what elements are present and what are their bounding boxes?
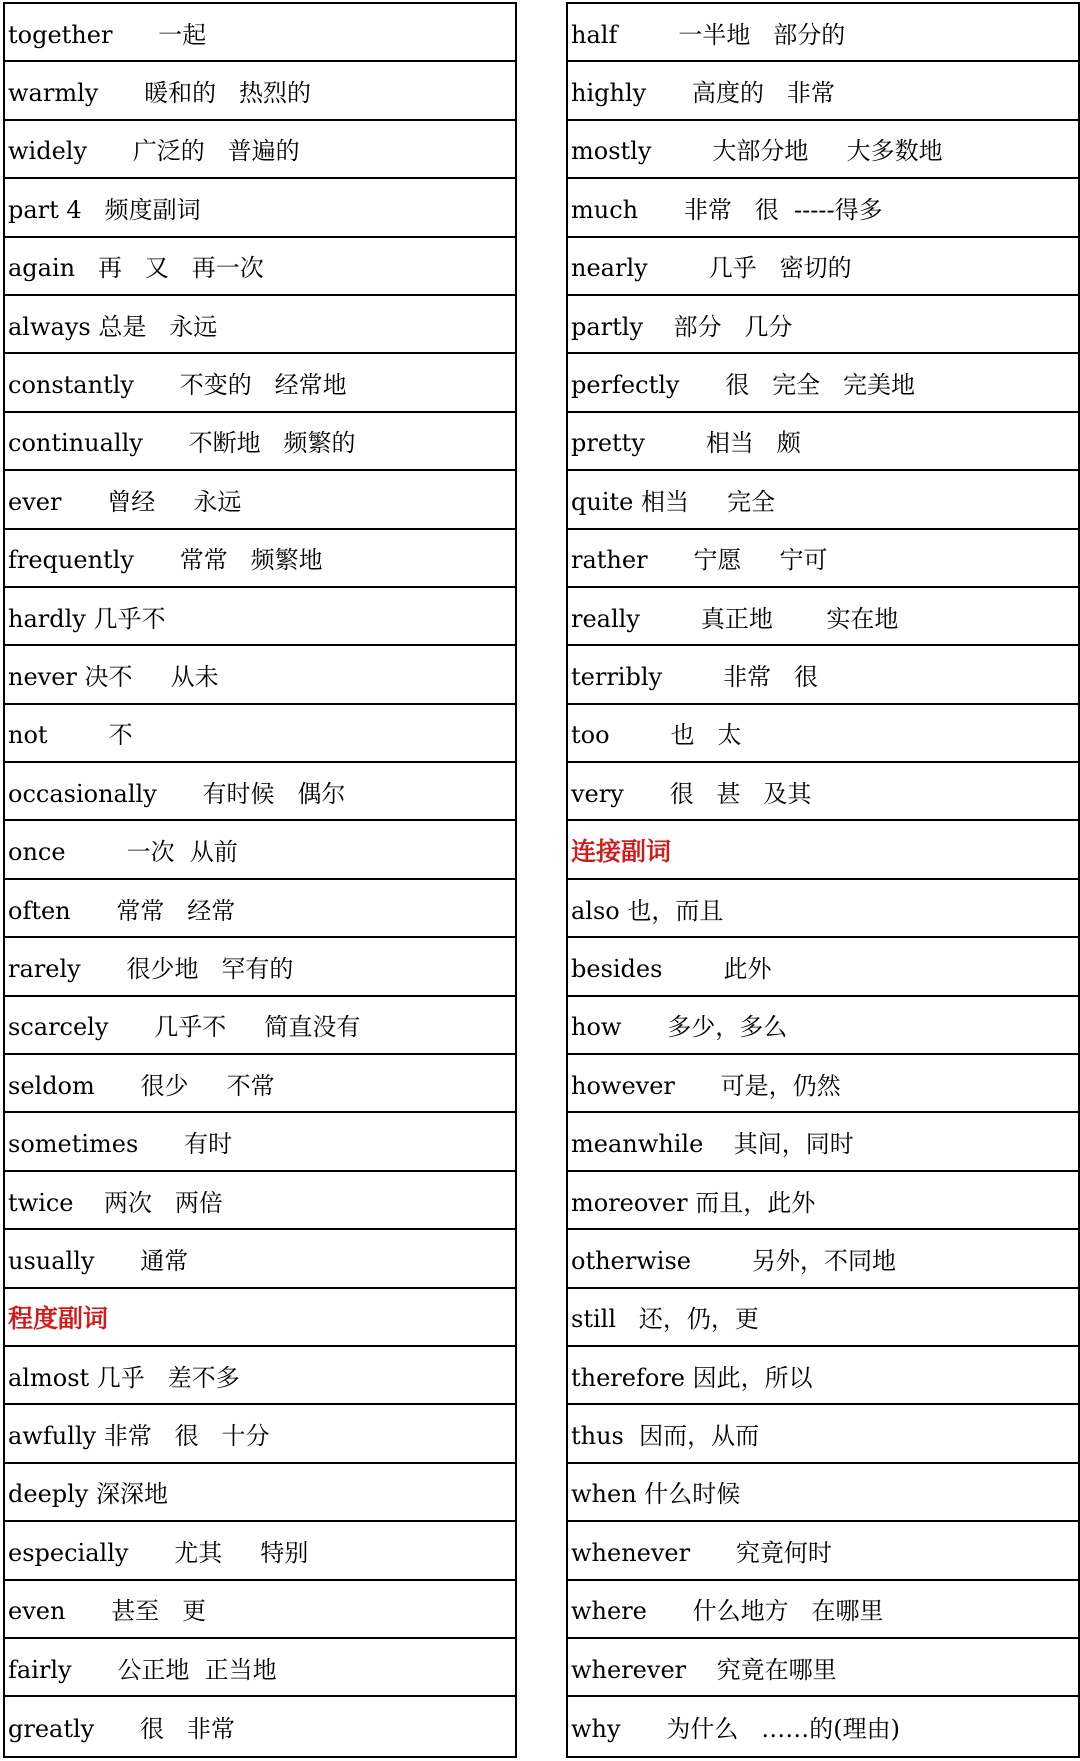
vocabulary-row: ever 曾经 永远 [5, 471, 515, 529]
vocabulary-row: continually 不断地 频繁的 [5, 413, 515, 471]
vocabulary-row: warmly 暖和的 热烈的 [5, 62, 515, 120]
vocabulary-row: widely 广泛的 普遍的 [5, 121, 515, 179]
vocabulary-row: pretty 相当 颇 [568, 413, 1078, 471]
vocabulary-row: besides 此外 [568, 938, 1078, 996]
vocabulary-row: twice 两次 两倍 [5, 1172, 515, 1230]
vocabulary-row: scarcely 几乎不 简直没有 [5, 997, 515, 1055]
vocabulary-row: greatly 很 非常 [8, 1715, 235, 1744]
vocabulary-row: rarely 很少地 罕有的 [5, 938, 515, 996]
vocabulary-row: whenever 究竟何时 [568, 1522, 1078, 1580]
left-vocabulary-table [3, 2, 517, 1758]
vocabulary-row: when 什么时候 [568, 1464, 1078, 1522]
vocabulary-row: awfully 非常 很 十分 [5, 1405, 515, 1463]
vocabulary-row: much 非常 很 -----得多 [568, 179, 1078, 237]
vocabulary-row: perfectly 很 完全 完美地 [568, 354, 1078, 412]
vocabulary-row: again 再 又 再一次 [5, 238, 515, 296]
vocabulary-row: meanwhile 其间，同时 [568, 1113, 1078, 1171]
vocabulary-row: quite 相当 完全 [568, 471, 1078, 529]
vocabulary-row: always 总是 永远 [5, 296, 515, 354]
section-heading: 程度副词 [5, 1289, 515, 1347]
vocabulary-row: together 一起 [5, 4, 515, 62]
vocabulary-row: also 也，而且 [568, 880, 1078, 938]
vocabulary-row: sometimes 有时 [5, 1113, 515, 1171]
vocabulary-row: part 4 频度副词 [5, 179, 515, 237]
vocabulary-row: never 决不 从未 [5, 646, 515, 704]
vocabulary-row: still 还，仍，更 [568, 1289, 1078, 1347]
vocabulary-row: therefore 因此，所以 [568, 1347, 1078, 1405]
vocabulary-row: nearly 几乎 密切的 [568, 238, 1078, 296]
vocabulary-row: often 常常 经常 [5, 880, 515, 938]
vocabulary-row: otherwise 另外，不同地 [568, 1230, 1078, 1288]
vocabulary-row: occasionally 有时候 偶尔 [5, 763, 515, 821]
vocabulary-row: usually 通常 [5, 1230, 515, 1288]
vocabulary-row: fairly 公正地 正当地 [5, 1639, 515, 1697]
vocabulary-row: not 不 [5, 705, 515, 763]
vocabulary-row: deeply 深深地 [5, 1464, 515, 1522]
vocabulary-row: constantly 不变的 经常地 [5, 354, 515, 412]
right-vocabulary-table [566, 2, 1080, 1758]
vocabulary-row: half 一半地 部分的 [568, 4, 1078, 62]
section-heading: 连接副词 [568, 821, 1078, 879]
vocabulary-row: how 多少，多么 [568, 997, 1078, 1055]
vocabulary-row: even 甚至 更 [5, 1581, 515, 1639]
vocabulary-row: terribly 非常 很 [568, 646, 1078, 704]
vocabulary-row: rather 宁愿 宁可 [568, 530, 1078, 588]
vocabulary-row: mostly 大部分地 大多数地 [568, 121, 1078, 179]
vocabulary-row: where 什么地方 在哪里 [568, 1581, 1078, 1639]
vocabulary-row: partly 部分 几分 [568, 296, 1078, 354]
vocabulary-row: really 真正地 实在地 [568, 588, 1078, 646]
vocabulary-row: almost 几乎 差不多 [5, 1347, 515, 1405]
vocabulary-row: why 为什么 ……的(理由) [571, 1715, 900, 1744]
vocabulary-row: once 一次 从前 [5, 821, 515, 879]
vocabulary-row: thus 因而，从而 [568, 1405, 1078, 1463]
vocabulary-row: however 可是，仍然 [568, 1055, 1078, 1113]
vocabulary-row: frequently 常常 频繁地 [5, 530, 515, 588]
vocabulary-row: too 也 太 [568, 705, 1078, 763]
vocabulary-row: moreover 而且，此外 [568, 1172, 1078, 1230]
vocabulary-row: seldom 很少 不常 [5, 1055, 515, 1113]
vocabulary-row: especially 尤其 特别 [5, 1522, 515, 1580]
vocabulary-row: highly 高度的 非常 [568, 62, 1078, 120]
vocabulary-row: very 很 甚 及其 [568, 763, 1078, 821]
vocabulary-row: hardly 几乎不 [5, 588, 515, 646]
vocabulary-row: wherever 究竟在哪里 [568, 1639, 1078, 1697]
